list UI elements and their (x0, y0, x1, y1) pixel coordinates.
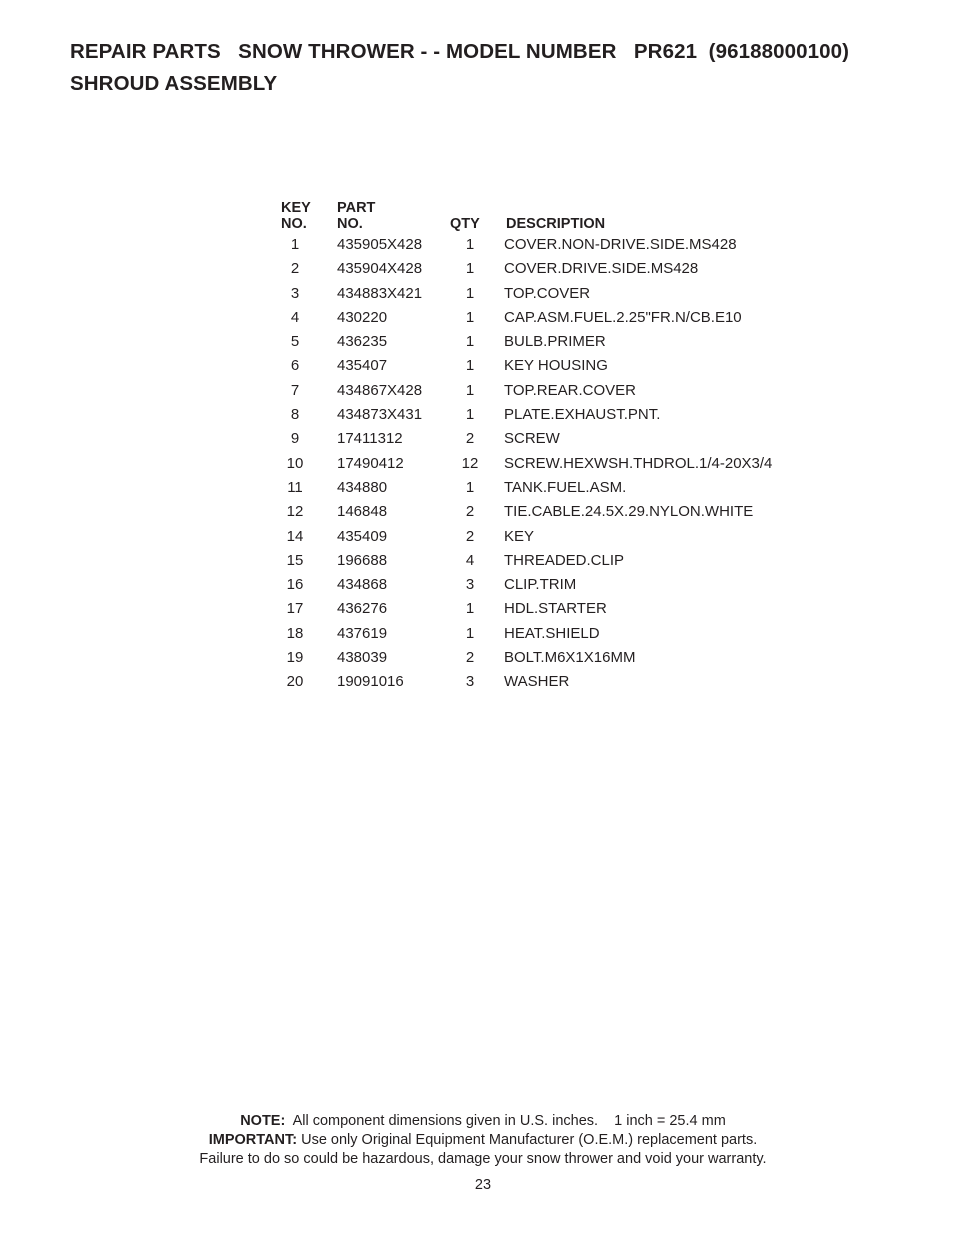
part-no-cell: 437619 (337, 624, 388, 642)
key-no-cell: 10 (286, 454, 304, 472)
table-row (280, 646, 840, 670)
table-row (280, 622, 840, 646)
table-row (280, 233, 840, 257)
description-cell: COVER.DRIVE.SIDE.MS428 (504, 260, 699, 278)
key-no-cell: 17 (286, 600, 304, 618)
description-cell: HEAT.SHIELD (504, 624, 600, 642)
description-cell: TIE.CABLE.24.5X.29.NYLON.WHITE (504, 503, 754, 521)
key-no-cell: 8 (290, 406, 300, 424)
qty-cell: 1 (465, 478, 475, 496)
description-cell: TOP.REAR.COVER (504, 381, 636, 399)
part-no-cell: 434873X431 (337, 406, 423, 424)
key-no-cell: 4 (290, 308, 300, 326)
qty-cell: 1 (465, 260, 475, 278)
table-row (280, 306, 840, 330)
description-cell: HDL.STARTER (504, 600, 607, 618)
key-no-cell: 6 (290, 357, 300, 375)
key-no-cell: 2 (290, 260, 300, 278)
description-cell: WASHER (504, 673, 570, 691)
qty-cell: 3 (465, 576, 475, 594)
assembly-title: SHROUD ASSEMBLY (70, 72, 278, 95)
qty-cell: 1 (465, 284, 475, 302)
table-row (280, 379, 840, 403)
key-no-cell: 5 (290, 333, 300, 351)
part-no-cell: 435905X428 (337, 236, 423, 253)
description-cell: THREADED.CLIP (504, 551, 625, 569)
qty-cell: 2 (465, 430, 475, 448)
part-no-cell: 434868 (337, 576, 388, 594)
part-no-cell: 435904X428 (337, 260, 423, 278)
note-text: All component dimensions given in U.S. inches. 1 inch = 25.4 mm (292, 1113, 726, 1129)
description-cell: KEY HOUSING (504, 357, 608, 375)
table-row (280, 525, 840, 549)
table-row (280, 573, 840, 597)
description-cell: SCREW.HEXWSH.THDROL.1/4-20X3/4 (504, 454, 773, 472)
page-number: 23 (474, 1177, 492, 1193)
table-row (280, 476, 840, 500)
table-row (280, 500, 840, 524)
qty-cell: 1 (465, 236, 475, 253)
qty-header: QTY (450, 216, 480, 232)
qty-cell: 3 (465, 673, 475, 691)
table-row (280, 330, 840, 354)
qty-cell: 2 (465, 649, 475, 667)
key-no-cell: 9 (290, 430, 300, 448)
part-no-header (337, 200, 375, 232)
warning-line: Failure to do so could be hazardous, damage your snow thrower and void your warranty. (199, 1151, 767, 1167)
key-no-cell: 12 (286, 503, 304, 521)
qty-cell: 12 (461, 454, 479, 472)
key-no-cell: 20 (286, 673, 304, 691)
description-cell: COVER.NON-DRIVE.SIDE.MS428 (504, 236, 737, 253)
description-cell: TANK.FUEL.ASM. (504, 478, 627, 496)
part-no-cell: 17490412 (337, 454, 404, 472)
part-no-cell: 438039 (337, 649, 388, 667)
key-header-line1: KEY (281, 200, 311, 216)
part-no-cell: 434867X428 (337, 381, 423, 399)
qty-cell: 2 (465, 527, 475, 545)
part-header-line2: NO. (337, 216, 363, 232)
description-cell: SCREW (504, 430, 560, 448)
key-no-cell: 14 (286, 527, 304, 545)
table-row (280, 354, 840, 378)
part-no-cell: 434880 (337, 478, 388, 496)
qty-cell: 2 (465, 503, 475, 521)
part-no-cell: 436276 (337, 600, 388, 618)
table-body (280, 233, 840, 695)
part-no-cell: 435409 (337, 527, 388, 545)
qty-cell: 4 (465, 551, 475, 569)
qty-cell: 1 (465, 624, 475, 642)
table-header (280, 200, 840, 233)
description-cell: PLATE.EXHAUST.PNT. (504, 406, 661, 424)
table-row (280, 403, 840, 427)
key-no-cell: 16 (286, 576, 304, 594)
table-row (280, 670, 840, 694)
important-line (0, 1131, 954, 1150)
description-cell: KEY (504, 527, 535, 545)
key-no-cell: 19 (286, 649, 304, 667)
key-no-cell: 7 (290, 381, 300, 399)
page-title: REPAIR PARTS SNOW THROWER - - MODEL NUMBER PR621 (96188000100) (70, 40, 850, 63)
part-no-cell: 146848 (337, 503, 388, 521)
table-row (280, 282, 840, 306)
part-no-cell: 196688 (337, 551, 388, 569)
description-header: DESCRIPTION (506, 216, 606, 232)
description-cell: TOP.COVER (504, 284, 591, 302)
part-no-cell: 435407 (337, 357, 388, 375)
qty-cell: 1 (465, 381, 475, 399)
part-no-cell: 430220 (337, 308, 388, 326)
table-row (280, 427, 840, 451)
note-label: NOTE: (240, 1113, 286, 1129)
table-row (280, 257, 840, 281)
footer-notes (0, 1112, 954, 1169)
description-cell: BOLT.M6X1X16MM (504, 649, 636, 667)
description-cell: CLIP.TRIM (504, 576, 577, 594)
page-header (70, 36, 930, 100)
key-no-cell: 11 (287, 478, 303, 496)
description-cell: CAP.ASM.FUEL.2.25"FR.N/CB.E10 (504, 308, 742, 326)
key-header-line2: NO. (281, 216, 307, 232)
table-row (280, 597, 840, 621)
table-row (280, 549, 840, 573)
note-line (0, 1112, 954, 1131)
key-no-cell: 3 (290, 284, 300, 302)
qty-cell: 1 (465, 333, 475, 351)
key-no-cell: 1 (290, 236, 300, 253)
important-text: Use only Original Equipment Manufacturer (O.E.M.) replacement parts. (301, 1132, 758, 1148)
qty-cell: 1 (465, 308, 475, 326)
part-no-cell: 436235 (337, 333, 388, 351)
part-no-cell: 434883X421 (337, 284, 423, 302)
qty-cell: 1 (465, 600, 475, 618)
key-no-header (281, 200, 311, 232)
key-no-cell: 18 (286, 624, 304, 642)
parts-table (280, 200, 840, 695)
part-no-cell: 19091016 (337, 673, 404, 691)
table-row (280, 452, 840, 476)
qty-cell: 1 (465, 406, 475, 424)
key-no-cell: 15 (286, 551, 304, 569)
qty-cell: 1 (465, 357, 475, 375)
important-label: IMPORTANT: (208, 1132, 298, 1148)
description-cell: BULB.PRIMER (504, 333, 606, 351)
part-no-cell: 17411312 (337, 430, 403, 448)
part-header-line1: PART (337, 200, 376, 216)
